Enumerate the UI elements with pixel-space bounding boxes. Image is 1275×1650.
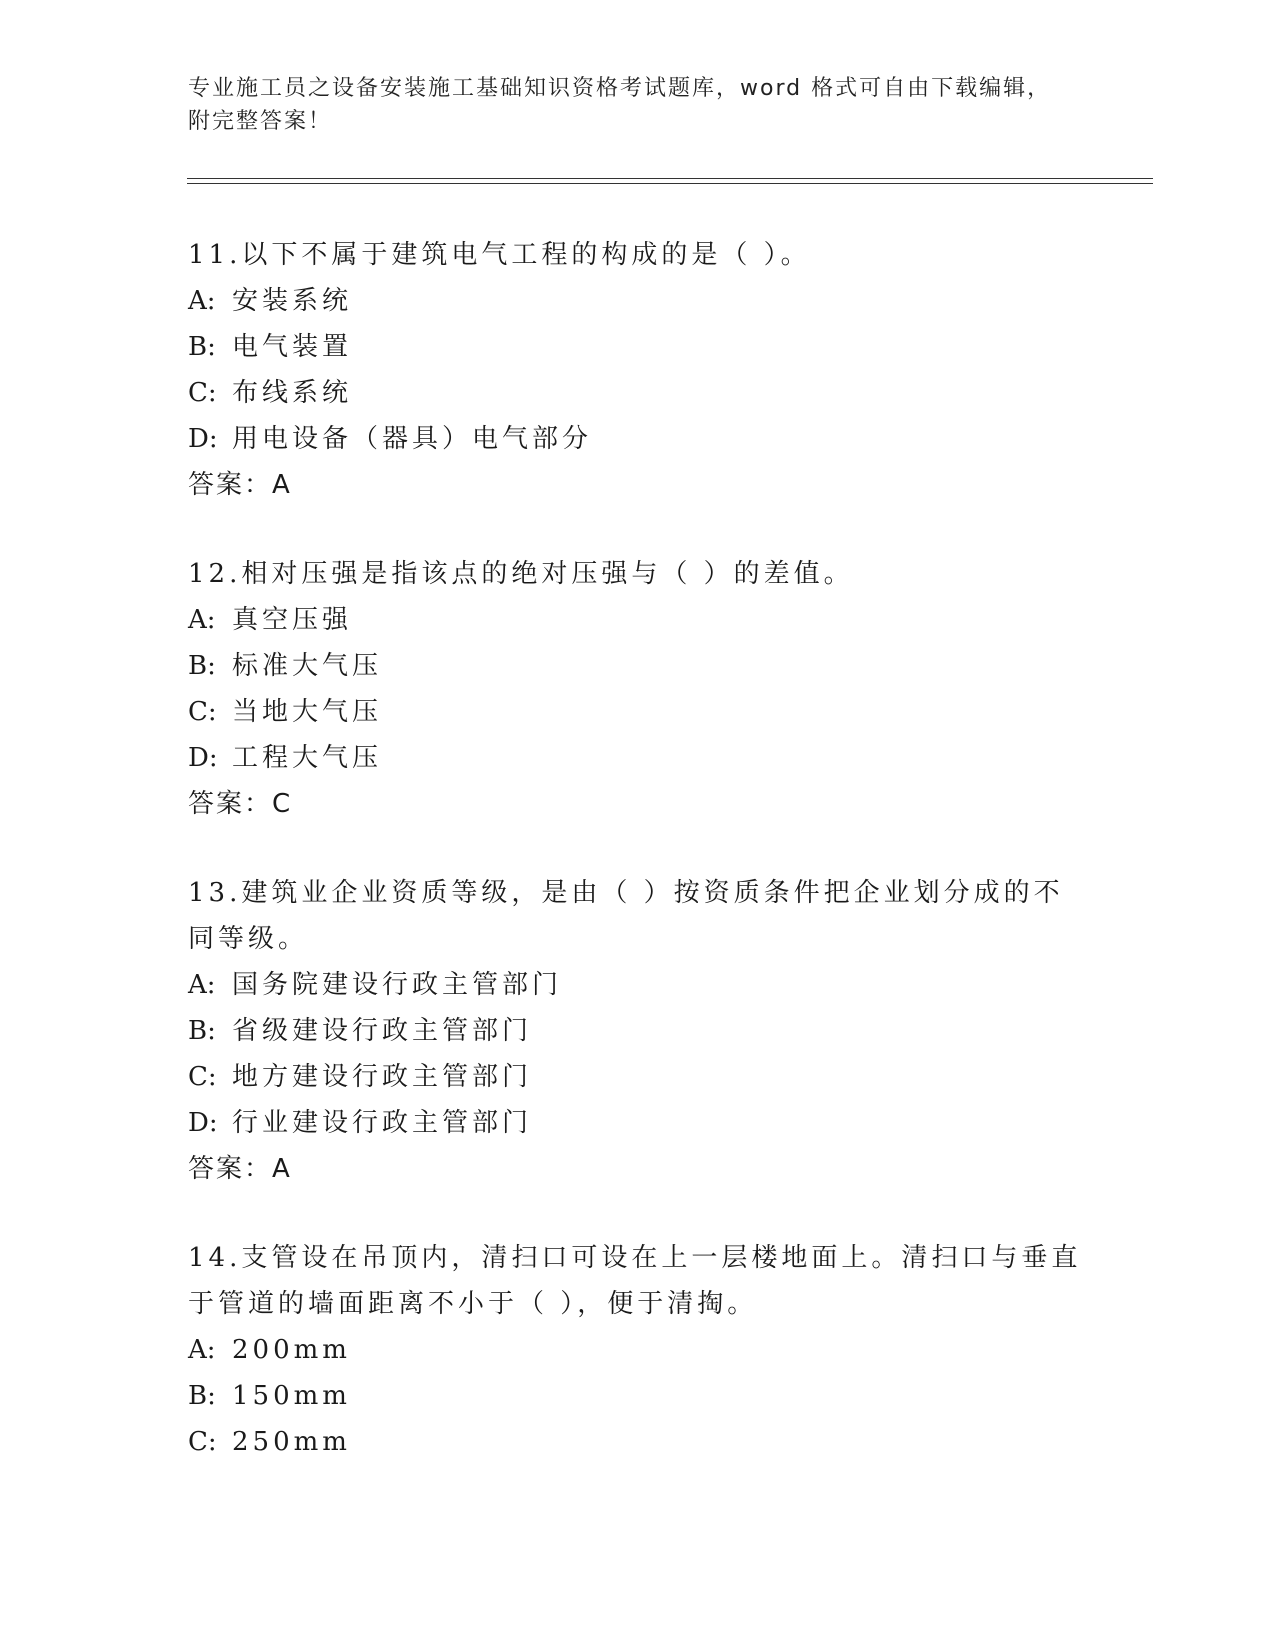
option-letter: C: [188,1427,217,1457]
option-text: 150mm [232,1381,351,1411]
option-letter: A: [188,1335,216,1365]
option-text: 用电设备（器具）电气部分 [232,424,593,454]
option-b [188,1008,1088,1054]
header-divider-bottom [187,183,1153,184]
option-letter: B: [188,1381,216,1411]
option-letter: D: [188,1108,218,1138]
question-stem: 11.以下不属于建筑电气工程的构成的是（ ）。 [188,240,811,270]
option-letter: B: [188,1016,216,1046]
header-line-1: 专业施工员之设备安装施工基础知识资格考试题库，word 格式可自由下载编辑， [188,76,1052,101]
option-a [188,1327,1088,1373]
option-text: 国务院建设行政主管部门 [232,970,563,1000]
option-d [188,735,1088,781]
option-text: 安装系统 [232,286,353,316]
question-stem: 12.相对压强是指该点的绝对压强与（ ）的差值。 [188,559,854,589]
question-13 [188,870,1088,1192]
option-a [188,278,1088,324]
option-b [188,1373,1088,1419]
option-c [188,370,1088,416]
option-letter: B: [188,651,216,681]
option-a [188,597,1088,643]
option-letter: C: [188,697,217,727]
option-letter: B: [188,332,216,362]
option-a [188,962,1088,1008]
option-b [188,324,1088,370]
option-letter: D: [188,743,218,773]
header-line-2: 附完整答案！ [188,109,333,134]
question-12 [188,551,1088,827]
answer-line: 答案：C [188,789,293,819]
option-letter: A: [188,970,216,1000]
answer-line: 答案：A [188,1154,292,1184]
option-c [188,1054,1088,1100]
option-d [188,416,1088,462]
option-letter: C: [188,378,217,408]
option-text: 工程大气压 [232,743,383,773]
option-text: 250mm [232,1427,351,1457]
option-text: 当地大气压 [232,697,383,727]
option-text: 行业建设行政主管部门 [232,1108,533,1138]
question-14 [188,1235,1088,1465]
option-text: 200mm [232,1335,351,1365]
question-stem: 14.支管设在吊顶内，清扫口可设在上一层楼地面上。清扫口与垂直于管道的墙面距离不小于（ ），便于清掏。 [188,1243,1082,1319]
option-c [188,1419,1088,1465]
option-letter: C: [188,1062,217,1092]
option-text: 真空压强 [232,605,353,635]
option-c [188,689,1088,735]
answer-line: 答案：A [188,470,292,500]
option-text: 地方建设行政主管部门 [232,1062,533,1092]
option-letter: D: [188,424,218,454]
option-text: 布线系统 [232,378,353,408]
option-letter: A: [188,605,216,635]
option-text: 电气装置 [232,332,353,362]
header-divider-top [187,178,1153,179]
document-header [188,72,1088,138]
option-text: 标准大气压 [232,651,383,681]
question-stem: 13.建筑业企业资质等级，是由（ ）按资质条件把企业划分成的不同等级。 [188,878,1064,954]
question-list [188,232,1088,1508]
option-text: 省级建设行政主管部门 [232,1016,533,1046]
option-d [188,1100,1088,1146]
option-b [188,643,1088,689]
option-letter: A: [188,286,216,316]
question-11 [188,232,1088,508]
